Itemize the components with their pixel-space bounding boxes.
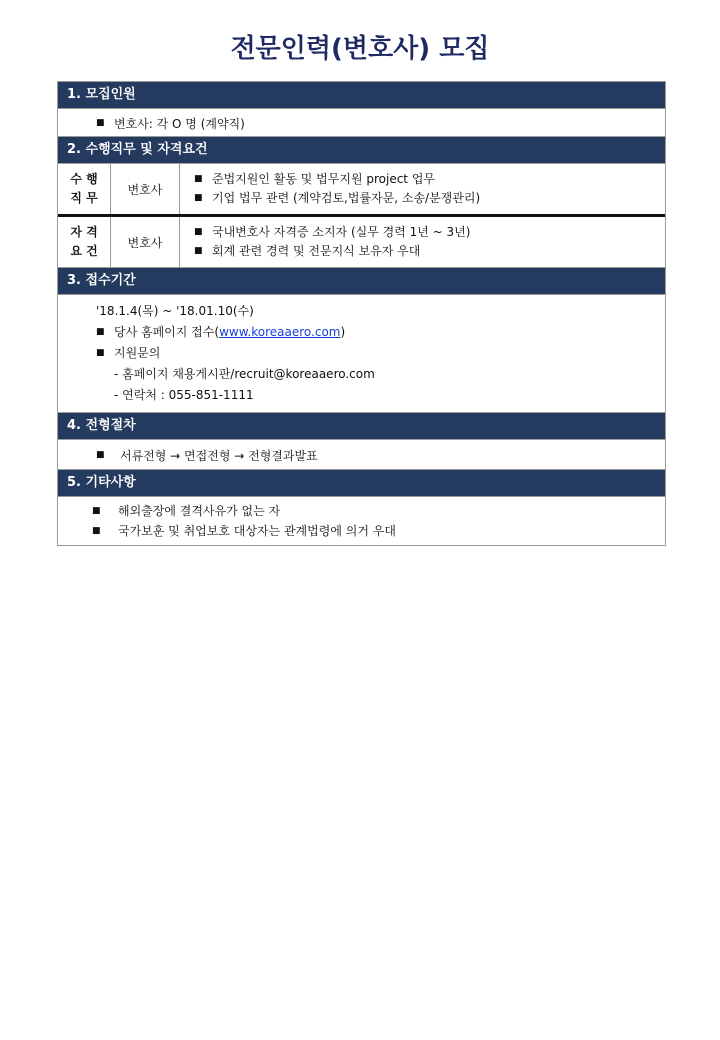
section-1-header: 1. 모집인원 [58, 82, 665, 108]
bullet-icon: ■ [194, 174, 203, 184]
qual-label [58, 217, 111, 267]
section-5-body [58, 496, 665, 545]
section-3-body [58, 294, 665, 412]
list-item [194, 170, 665, 189]
apply-prefix: 당사 홈페이지 접수( [114, 325, 220, 339]
apply-suffix: ) [340, 325, 346, 339]
section-1-body [58, 108, 665, 136]
qual-label-top: 자 격 [70, 225, 98, 239]
qual-label-bottom: 요 건 [70, 244, 98, 258]
list-item [96, 440, 665, 470]
list-item [92, 501, 665, 521]
duty-label-bottom: 직 무 [70, 191, 98, 205]
duty-item-text: 기업 법무 관련 (계약검토,법률자문, 소송/분쟁관리) [212, 191, 481, 205]
bullet-icon: ■ [96, 118, 105, 128]
selection-process: 서류전형 → 면접전형 → 전형결과발표 [120, 448, 318, 463]
page-title: 전문인력(변호사) 모집 [230, 34, 490, 64]
qual-role: 변호사 [111, 217, 180, 267]
qual-item-text: 국내변호사 자격증 소지자 (실무 경력 1년 ~ 3년) [212, 225, 471, 239]
section-5-header: 5. 기타사항 [58, 470, 665, 496]
section-2-header: 2. 수행직무 및 자격요건 [58, 137, 665, 163]
other-item-text: 국가보훈 및 취업보호 대상자는 관계법령에 의거 우대 [118, 524, 396, 538]
duty-item-text: 준법지원인 활동 및 법무지원 project 업무 [212, 172, 436, 186]
section-4-body [58, 439, 665, 469]
recruitment-document [57, 81, 666, 546]
bullet-icon: ■ [194, 227, 203, 237]
qual-items [180, 217, 665, 267]
duty-row [58, 163, 665, 214]
list-item [194, 223, 665, 242]
section-4-header: 4. 전형절차 [58, 413, 665, 439]
inquiry-label: 지원문의 [114, 346, 161, 360]
section-2-header-wrap [58, 136, 665, 163]
bullet-icon: ■ [96, 348, 105, 358]
list-item [194, 242, 665, 261]
duty-label [58, 164, 111, 214]
other-item-text: 해외출장에 결격사유가 없는 자 [118, 504, 281, 518]
list-item [96, 322, 665, 343]
homepage-link[interactable]: www.koreaaero.com [219, 325, 341, 339]
duty-role: 변호사 [111, 164, 180, 214]
inquiry-phone: - 연락처 : 055-851-1111 [114, 388, 254, 402]
bullet-icon: ■ [194, 246, 203, 256]
duty-items [180, 164, 665, 214]
bullet-icon: ■ [96, 327, 105, 337]
recruit-count-text: 변호사: 각 O 명 (계약직) [114, 116, 245, 131]
bullet-icon: ■ [194, 193, 203, 203]
bullet-icon: ■ [92, 526, 101, 536]
section-3-header-wrap [58, 267, 665, 294]
bullet-icon: ■ [92, 506, 101, 516]
application-period: '18.1.4(목) ~ '18.01.10(수) [96, 304, 254, 318]
section-4-header-wrap [58, 412, 665, 439]
list-item [96, 109, 665, 137]
list-item [92, 521, 665, 541]
apply-text [114, 322, 345, 343]
duty-label-top: 수 행 [70, 172, 98, 186]
section-5-header-wrap [58, 469, 665, 496]
list-item [96, 343, 665, 364]
qualification-row [58, 214, 665, 267]
list-item [194, 189, 665, 208]
inquiry-board: - 홈페이지 채용게시판/recruit@koreaaero.com [114, 367, 375, 381]
bullet-icon: ■ [96, 450, 105, 460]
qual-item-text: 회계 관련 경력 및 전문지식 보유자 우대 [212, 244, 421, 258]
section-3-header: 3. 접수기간 [58, 268, 665, 294]
